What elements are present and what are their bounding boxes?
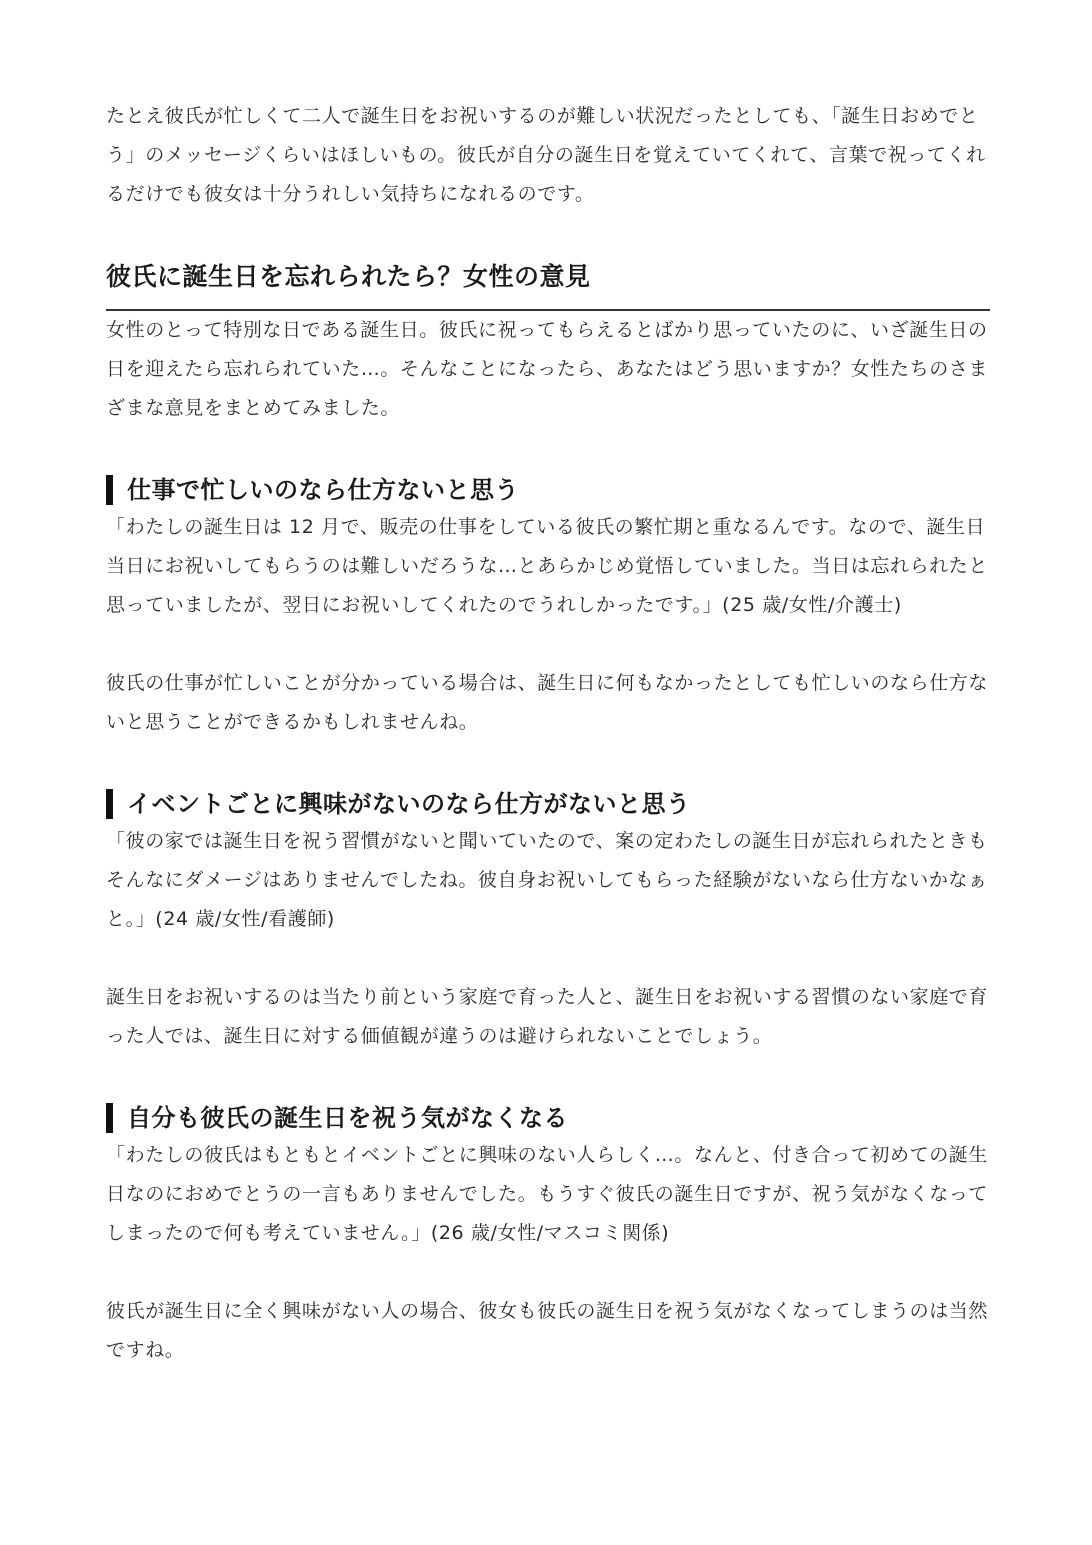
subsection-heading-text: 自分も彼氏の誕生日を祝う気がなくなる	[127, 1104, 568, 1132]
opinion-quote: 「わたしの彼氏はもともとイベントごとに興味のない人らしく…。なんと、付き合って初めての誕生日なのにおめでとうの一言もありませんでした。もうすぐ彼氏の誕生日ですが、祝う気がなくなってしまったので何も考えていません。」(26 歳/女性/マスコミ関係)	[106, 1144, 989, 1244]
opinion-comment: 彼氏の仕事が忙しいことが分かっている場合は、誕生日に何もなかったとしても忙しいのなら仕方ないと思うことができるかもしれませんね。	[106, 672, 989, 733]
subsection-heading-text: 仕事で忙しいのなら仕方ないと思う	[127, 476, 519, 504]
section-heading: 彼氏に誕生日を忘れられたら？女性の意見	[106, 262, 591, 291]
intro-paragraph: たとえ彼氏が忙しくて二人で誕生日をお祝いするのが難しい状況だったとしても、「誕生日おめでとう」のメッセージくらいはほしいもの。彼氏が自分の誕生日を覚えていてくれて、言葉で祝ってくれるだけでも彼女は十分うれしい気持ちになれるのです。	[106, 105, 986, 205]
heading-bar-marker	[106, 1103, 113, 1133]
opinion-block	[106, 472, 990, 742]
opinion-quote: 「彼の家では誕生日を祝う習慣がないと聞いていたので、案の定わたしの誕生日が忘れられたときもそんなにダメージはありませんでしたね。彼自身お祝いしてもらった経験がないなら仕方ないかなぁと。」(24 歳/女性/看護師)	[106, 830, 988, 930]
subsection-heading	[106, 786, 990, 822]
opinion-block	[106, 786, 990, 1056]
opinion-block	[106, 1100, 990, 1370]
opinion-quote: 「わたしの誕生日は 12 月で、販売の仕事をしている彼氏の繁忙期と重なるんです。なので、誕生日当日にお祝いしてもらうのは難しいだろうな…とあらかじめ覚悟していました。当日は忘れられたと思っていましたが、翌日にお祝いしてくれたのでうれしかったです。」(25 歳/女性/介護士)	[106, 516, 989, 616]
section-lead-paragraph: 女性のとって特別な日である誕生日。彼氏に祝ってもらえるとばかり思っていたのに、いざ誕生日の日を迎えたら忘れられていた…。そんなことになったら、あなたはどう思いますか？女性たちのさまざまな意見をまとめてみました。	[106, 319, 989, 419]
heading-bar-marker	[106, 475, 113, 505]
subsection-heading-text: イベントごとに興味がないのなら仕方がないと思う	[127, 790, 691, 818]
subsection-heading	[106, 472, 990, 508]
heading-bar-marker	[106, 789, 113, 819]
article	[106, 97, 990, 1370]
subsection-heading	[106, 1100, 990, 1136]
opinion-comment: 彼氏が誕生日に全く興味がない人の場合、彼女も彼氏の誕生日を祝う気がなくなってしまうのは当然ですね。	[106, 1300, 989, 1361]
opinion-comment: 誕生日をお祝いするのは当たり前という家庭で育った人と、誕生日をお祝いする習慣のない家庭で育った人では、誕生日に対する価値観が違うのは避けられないことでしょう。	[106, 986, 989, 1047]
